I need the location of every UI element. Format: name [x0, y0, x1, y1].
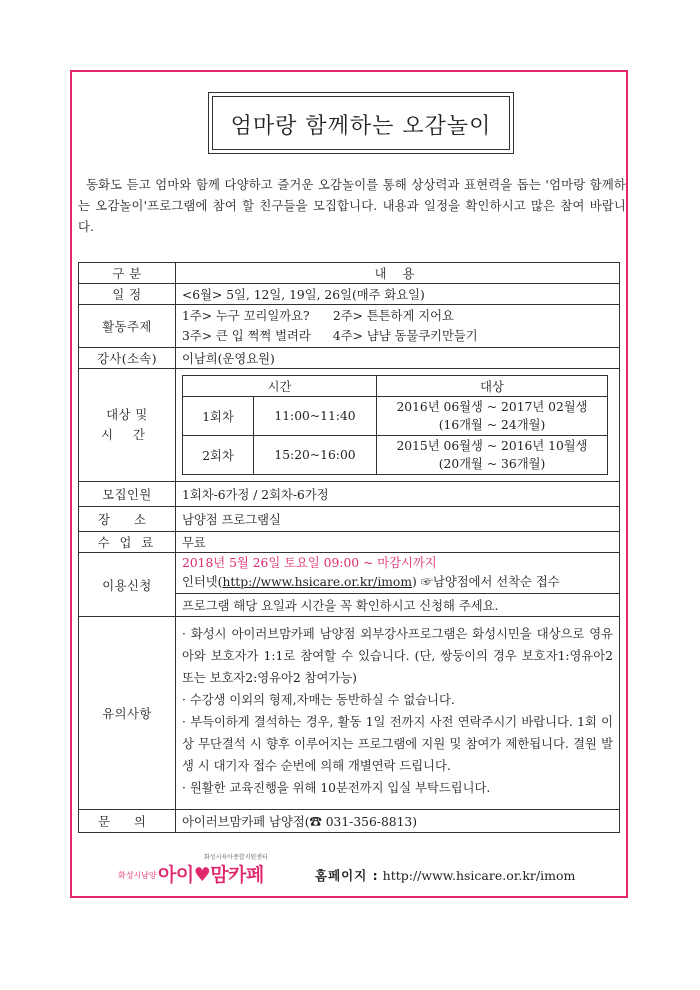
schedule-row [79, 284, 620, 305]
note-item: · 화성시 아이러브맘카페 남양점 외부강사프로그램은 화성시민을 대상으로 영유아와 보호자가 1:1로 참여할 수 있습니다. (단, 쌍둥이의 경우 보호자1:영유아2 또는 보호자2:영유아2 참여가능) [182, 627, 613, 685]
apply-online [182, 573, 613, 592]
imom-cafe-logo [118, 854, 298, 886]
instructor-value: 이남희(운영요원) [176, 348, 620, 369]
homepage-link[interactable]: http://www.hsicare.or.kr/imom [382, 868, 576, 883]
target-label [79, 369, 176, 482]
time-cell: 11:00~11:40 [254, 397, 377, 436]
apply-online-suffix: ) ☞남양점에서 선착순 접수 [411, 575, 560, 589]
notes-value [176, 617, 620, 810]
schedule-label: 일 정 [79, 284, 176, 305]
session-cell: 2회차 [183, 436, 254, 475]
apply-note: 프로그램 해당 요일과 시간을 꼭 확인하시고 신청해 주세요. [176, 594, 620, 617]
target-range: 2015년 06월생 ~ 2016년 10월생 [396, 439, 588, 453]
place-row [79, 507, 620, 532]
notes-row [79, 617, 620, 810]
topic-week-1: 1주> 누구 꼬리일까요? [182, 309, 310, 323]
target-inner-table [182, 375, 608, 475]
table-header-row [79, 263, 620, 284]
fee-row [79, 532, 620, 553]
title-box [212, 96, 510, 150]
apply-row [79, 553, 620, 594]
apply-value [176, 553, 620, 594]
target-label-line2: 시 간 [101, 428, 153, 442]
target-months: (16개월 ~ 24개월) [438, 418, 546, 432]
note-item: · 부득이하게 결석하는 경우, 활동 1일 전까지 사전 연락주시기 바랍니다. 1회 이상 무단결석 시 향후 이루어지는 프로그램에 지원 및 참여가 제한됩니다. 결원 발생 시 대기자 접수 순번에 의해 개별연락 드립니다. [182, 715, 613, 773]
info-table [78, 262, 620, 833]
target-row [79, 369, 620, 482]
table-row [183, 397, 608, 436]
apply-deadline: 2018년 5월 26일 토요일 09:00 ~ 마감시까지 [182, 556, 437, 570]
instructor-label: 강사(소속) [79, 348, 176, 369]
apply-online-link[interactable]: http://www.hsicare.or.kr/imom [222, 575, 412, 589]
topic-week-3: 3주> 큰 입 쩍쩍 벌려라 [182, 329, 311, 343]
contact-label: 문 의 [79, 810, 176, 833]
recruit-value: 1회차-6가정 / 2회차-6가정 [176, 482, 620, 507]
place-label: 장 소 [79, 507, 176, 532]
time-cell: 15:20~16:00 [254, 436, 377, 475]
apply-label: 이용신청 [79, 553, 176, 617]
intro-paragraph: 동화도 듣고 엄마와 함께 다양하고 즐거운 오감놀이를 통해 상상력과 표현력을 돕는 '엄마랑 함께하는 오감놀이'프로그램에 참여 할 친구들을 모집합니다. 내용과 일정을 확인하시고 많은 참여 바랍니다. [78, 178, 626, 234]
recruit-label: 모집인원 [79, 482, 176, 507]
fee-value: 무료 [176, 532, 620, 553]
topics-value [176, 305, 620, 348]
header-label: 구 분 [79, 263, 176, 284]
header-content: 내 용 [176, 263, 620, 284]
topics-row [79, 305, 620, 348]
page-title: 엄마랑 함께하는 오감놀이 [230, 114, 492, 139]
homepage-label: 홈페이지 : [315, 868, 379, 883]
notes-label: 유의사항 [79, 617, 176, 810]
place-value: 남양점 프로그램실 [176, 507, 620, 532]
inner-head-time: 시간 [183, 376, 377, 397]
contact-value: 아이러브맘카페 남양점(☎ 031-356-8813) [176, 810, 620, 833]
topic-week-4: 4주> 냠냠 동물쿠키만들기 [332, 329, 478, 343]
logo-big-text: 아이♥맘카페 [158, 864, 264, 886]
logo-top-text: 화성시육아종합지원센터 [204, 854, 268, 861]
recruit-row [79, 482, 620, 507]
topics-label: 활동주제 [79, 305, 176, 348]
table-row [183, 436, 608, 475]
instructor-row [79, 348, 620, 369]
inner-head-target: 대상 [377, 376, 608, 397]
target-range: 2016년 06월생 ~ 2017년 02월생 [396, 400, 588, 414]
note-item: · 수강생 이외의 형제,자매는 동반하실 수 없습니다. [182, 693, 455, 707]
schedule-value: <6월> 5일, 12일, 19일, 26일(매주 화요일) [176, 284, 620, 305]
inner-header-row [183, 376, 608, 397]
logo-small-text: 화성시남양 [118, 871, 157, 880]
target-value [176, 369, 620, 482]
note-item: · 원활한 교육진행을 위해 10분전까지 입실 부탁드립니다. [182, 781, 491, 795]
target-cell [377, 436, 608, 475]
contact-row [79, 810, 620, 833]
topic-week-2: 2주> 튼튼하게 지어요 [332, 309, 454, 323]
target-cell [377, 397, 608, 436]
target-label-line1: 대상 및 [106, 408, 148, 422]
apply-online-prefix: 인터넷( [182, 575, 223, 589]
fee-label: 수 업 료 [79, 532, 176, 553]
homepage-line [315, 866, 575, 884]
target-months: (20개월 ~ 36개월) [438, 457, 546, 471]
session-cell: 1회차 [183, 397, 254, 436]
